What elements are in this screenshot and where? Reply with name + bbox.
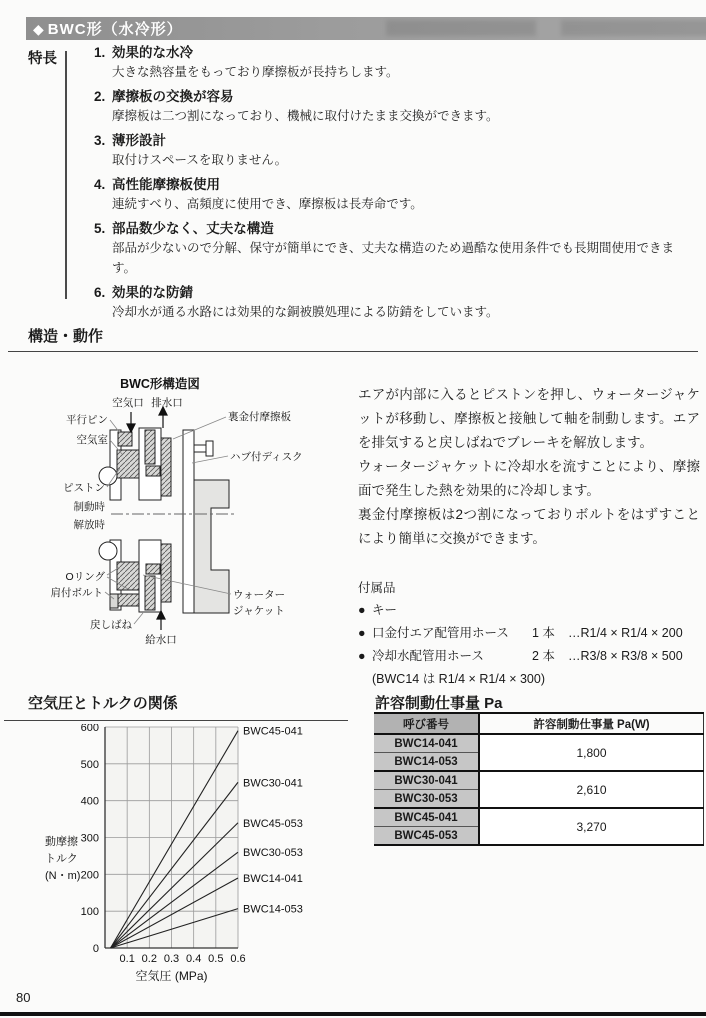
shoulder-bolt-part xyxy=(110,594,118,608)
diagram-label-hub-disc: ハブ付ディスク xyxy=(230,451,303,463)
features-divider xyxy=(65,51,67,299)
print-bleed-artifact xyxy=(561,20,706,36)
drain-channel xyxy=(145,430,155,464)
diagram-title: BWC形構造図 xyxy=(120,377,200,391)
y-axis-title: (N・m) xyxy=(45,870,81,882)
series-label: BWC30-041 xyxy=(243,777,303,790)
page-title-bar xyxy=(26,17,706,40)
friction-plate-bottom xyxy=(161,544,171,602)
y-axis-title: 動摩擦 xyxy=(45,836,78,848)
series-label: BWC14-053 xyxy=(243,903,303,916)
y-tick-label: 500 xyxy=(80,758,99,771)
diagram-label-water-jacket: ウォーター xyxy=(233,589,286,601)
feature-title: 1. 効果的な水冷 xyxy=(94,45,193,60)
bullet-icon: ● xyxy=(358,603,366,617)
feature-body: 連続すべり、高頻度に使用でき、摩擦板は長寿命です。 xyxy=(112,197,423,211)
feature-body: 大きな熱容量をもっており摩擦板が長持ちします。 xyxy=(112,65,399,79)
bolt-shaft xyxy=(194,445,206,452)
x-tick-label: 0.2 xyxy=(141,953,157,965)
feature-body: 取付けスペースを取りません。 xyxy=(112,153,288,167)
diagram-label-friction-plate: 裏金付摩擦板 xyxy=(228,411,291,423)
feature-item xyxy=(94,284,692,322)
feature-item xyxy=(94,220,692,278)
structure-diagram xyxy=(15,362,355,692)
page-bottom-rule xyxy=(0,1012,706,1016)
model-cell: BWC45-041 xyxy=(374,808,479,827)
diagram-label-drain-port: 排水口 xyxy=(151,397,183,409)
series-label: BWC30-053 xyxy=(243,847,303,860)
feature-body: 摩擦板は二つ割になっており、機械に取付けたまま交換ができます。 xyxy=(112,109,499,123)
feature-title: 2. 摩擦板の交換が容易 xyxy=(94,89,234,104)
x-axis-title: 空気圧 (MPa) xyxy=(135,969,208,983)
series-label: BWC14-041 xyxy=(243,873,303,886)
accessory-item: ● キー xyxy=(358,599,700,622)
torque-pressure-chart xyxy=(20,724,355,986)
operation-paragraph: エアが内部に入るとピストンを押し、ウォータージャケットが移動し、摩擦板と接触して軸を制動します。エアを排気すると戻しばねでブレーキを解放します。 xyxy=(358,387,700,450)
y-axis-title: トルク xyxy=(45,853,78,865)
diamond-icon: ◆ xyxy=(33,21,45,37)
model-cell: BWC30-053 xyxy=(374,790,479,809)
bolt-head xyxy=(206,441,213,456)
structure-heading: 構造・動作 xyxy=(28,328,104,345)
accessories-note: (BWC14 は R1/4 × R1/4 × 300) xyxy=(372,672,545,686)
y-tick-label: 200 xyxy=(80,869,99,882)
y-tick-label: 0 xyxy=(92,943,99,955)
table-row xyxy=(374,808,704,827)
feature-item xyxy=(94,44,692,82)
water-channel xyxy=(145,576,155,610)
model-cell: BWC14-041 xyxy=(374,734,479,753)
diagram-label-piston: ピストン xyxy=(63,482,105,494)
y-tick-label: 300 xyxy=(80,832,99,845)
accessories-block xyxy=(358,577,700,691)
diagram-label-return-spring: 戻しばね xyxy=(90,619,132,631)
chart-rule xyxy=(4,720,348,721)
column-header-value: 許容制動仕事量 Pa(W) xyxy=(479,713,704,734)
y-tick-label: 600 xyxy=(80,724,99,734)
value-cell: 3,270 xyxy=(479,808,704,845)
diagram-label-shoulder-bolt: 肩付ボルト xyxy=(50,587,103,599)
page-number: 80 xyxy=(16,990,31,1005)
bullet-icon: ● xyxy=(358,649,366,663)
diagram-label-o-ring: Oリング xyxy=(65,571,105,583)
chart-heading: 空気圧とトルクの関係 xyxy=(28,695,178,712)
bearing-bottom xyxy=(99,542,117,560)
brake-cross-section xyxy=(99,428,229,613)
air-in-arrow xyxy=(127,424,135,432)
table-heading: 許容制動仕事量 Pa xyxy=(375,695,503,712)
operation-text-column xyxy=(358,383,700,691)
model-cell: BWC30-041 xyxy=(374,771,479,790)
diagram-label-water-jacket: ジャケット xyxy=(233,605,285,617)
diagram-label-air-chamber: 空気室 xyxy=(76,434,108,446)
model-cell: BWC14-053 xyxy=(374,753,479,772)
feature-title: 6. 効果的な防錆 xyxy=(94,285,193,300)
feature-item xyxy=(94,132,692,170)
diagram-label-parallel-pin: 平行ピン xyxy=(66,414,108,426)
table-row xyxy=(374,771,704,790)
hub xyxy=(194,480,229,613)
feature-item xyxy=(94,176,692,214)
x-tick-label: 0.4 xyxy=(186,953,202,965)
feature-title: 3. 薄形設計 xyxy=(94,133,166,148)
diagram-label-braking: 制動時 xyxy=(73,501,105,513)
x-tick-label: 0.1 xyxy=(119,953,135,965)
y-tick-label: 400 xyxy=(80,795,99,808)
value-cell: 1,800 xyxy=(479,734,704,771)
value-cell: 2,610 xyxy=(479,771,704,808)
diagram-label-released: 解放時 xyxy=(73,519,105,531)
column-header-model: 呼び番号 xyxy=(374,713,479,734)
model-cell: BWC45-053 xyxy=(374,827,479,846)
accessory-item: ● 冷却水配管用ホース 2 本 …R3/8 × R3/8 × 500 xyxy=(358,645,700,668)
feature-title: 5. 部品数少なく、丈夫な構造 xyxy=(94,221,274,236)
operation-paragraph: ウォータージャケットに冷却水を流すことにより、摩擦面で発生した熱を効果的に冷却します。 xyxy=(358,459,700,498)
features-list xyxy=(94,44,692,328)
features-heading: 特長 xyxy=(28,51,57,67)
accessory-item: ● 口金付エア配管用ホース 1 本 …R1/4 × R1/4 × 200 xyxy=(358,622,700,645)
parallel-pin-part xyxy=(118,432,132,446)
water-jacket-part xyxy=(117,562,139,590)
table-row xyxy=(374,734,704,753)
feature-body: 冷却水が通る水路には効果的な銅被膜処理による防錆をしています。 xyxy=(112,305,499,319)
feature-body: 部品が少ないので分解、保守が簡単にでき、丈夫な構造のため過酷な使用条件でも長期間使用できます。 xyxy=(112,241,675,275)
piston-part xyxy=(117,450,139,478)
diagram-label-water-inlet: 給水口 xyxy=(145,634,177,646)
accessories-heading: 付属品 xyxy=(358,581,396,595)
y-tick-label: 100 xyxy=(80,906,99,919)
structure-rule xyxy=(8,351,698,352)
series-label: BWC45-041 xyxy=(243,725,303,738)
series-label: BWC45-053 xyxy=(243,817,303,830)
x-tick-label: 0.6 xyxy=(230,953,246,965)
return-spring-part xyxy=(117,594,139,606)
friction-plate-top xyxy=(161,438,171,496)
page-title: ◆ BWC形（水冷形） xyxy=(33,21,183,38)
operation-paragraph: 裏金付摩擦板は2つ割になっておりボルトをはずすことにより簡単に交換ができます。 xyxy=(358,507,700,546)
feature-item xyxy=(94,88,692,126)
feature-title: 4. 高性能摩擦板使用 xyxy=(94,177,220,192)
diagram-label-air-port: 空気口 xyxy=(112,397,144,409)
print-bleed-artifact xyxy=(386,20,536,36)
x-tick-label: 0.3 xyxy=(163,953,180,965)
allowable-braking-work-table xyxy=(374,712,704,846)
x-tick-label: 0.5 xyxy=(208,953,224,965)
bullet-icon: ● xyxy=(358,626,366,640)
